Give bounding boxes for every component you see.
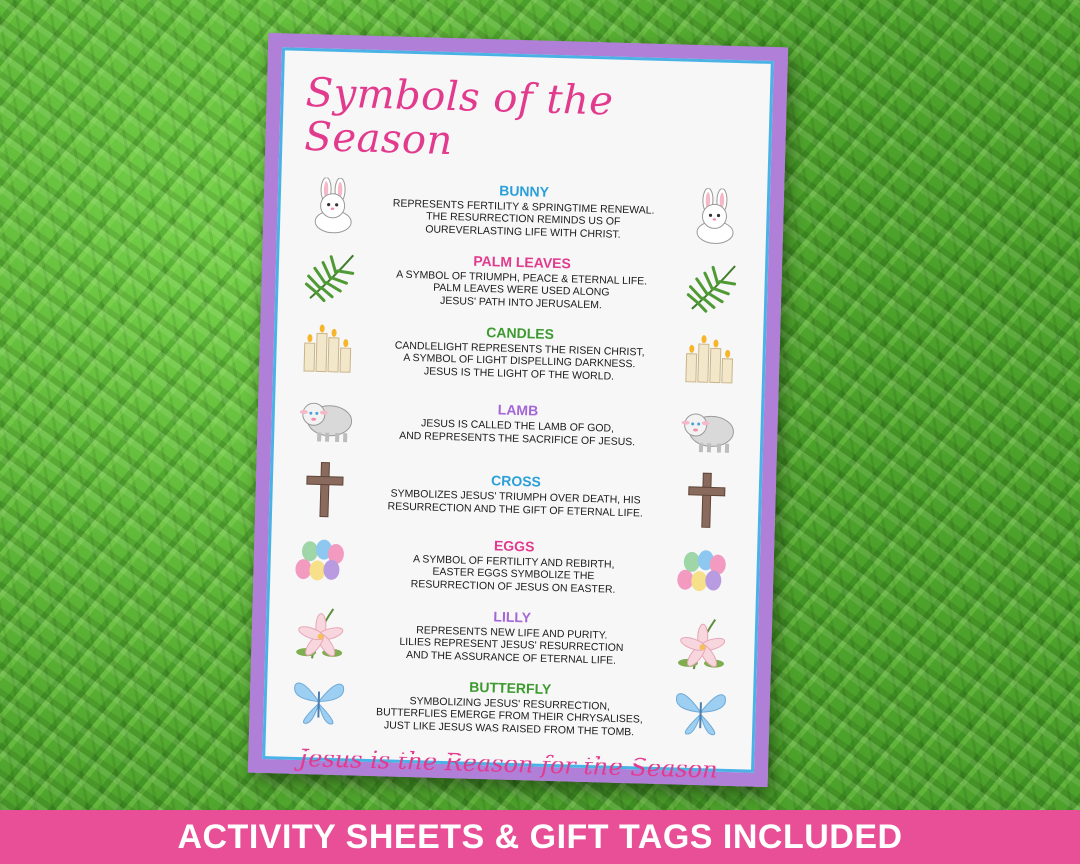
- printable-card: [248, 33, 788, 787]
- symbol-description: SYMBOLIZES JESUS' TRIUMPH OVER DEATH, HIS RESURRECTION AND THE GIFT OF ETERNAL LIFE.: [387, 487, 644, 520]
- lily-icon: [290, 600, 352, 662]
- symbol-description: JESUS IS CALLED THE LAMB OF GOD, AND REPRESENTS THE SACRIFICE OF JESUS.: [399, 417, 636, 448]
- symbol-name: LILLY: [493, 608, 532, 626]
- symbol-text: [354, 468, 677, 520]
- symbol-row: [296, 382, 740, 465]
- symbol-row: [292, 524, 736, 607]
- symbol-text: [350, 604, 673, 668]
- card-purple-border: [248, 33, 788, 787]
- symbol-row: [288, 666, 732, 749]
- symbol-description: REPRESENTS FERTILITY & SPRINGTIME RENEWAL. THE RESURRECTION REMINDS US OF OUREVERLASTING LIFE WITH CHRIST.: [392, 197, 655, 241]
- symbol-text: [348, 675, 671, 739]
- eggs-icon: [674, 540, 736, 602]
- butterfly-icon: [288, 671, 350, 733]
- promo-banner-text: ACTIVITY SHEETS & GIFT TAGS INCLUDED: [177, 817, 903, 856]
- symbol-row: [302, 169, 746, 252]
- symbol-name: LAMB: [497, 401, 539, 419]
- symbol-row: [300, 240, 744, 323]
- symbol-description: CANDLELIGHT REPRESENTS THE RISEN CHRIST, A SYMBOL OF LIGHT DISPELLING DARKNESS. JESUS IS THE LIGHT OF THE WORLD.: [394, 339, 645, 383]
- symbol-name: CROSS: [490, 472, 542, 490]
- symbol-list: [288, 169, 746, 749]
- promo-banner: [0, 810, 1080, 864]
- eggs-icon: [292, 529, 354, 591]
- symbol-name: BUNNY: [499, 182, 550, 200]
- lily-icon: [672, 611, 734, 673]
- butterfly-icon: [670, 682, 732, 744]
- symbol-name: EGGS: [493, 537, 535, 555]
- symbol-text: [356, 398, 679, 450]
- card-content: [262, 47, 774, 784]
- symbol-text: [360, 249, 683, 313]
- bunny-icon: [302, 174, 364, 236]
- symbol-name: CANDLES: [486, 323, 555, 342]
- symbol-row: [298, 311, 742, 394]
- card-footer-text: Jesus is the Reason for the Season: [298, 744, 718, 784]
- lamb-icon: [678, 398, 740, 460]
- card-title: Symbols of the Season: [303, 69, 615, 165]
- lamb-icon: [296, 387, 358, 449]
- symbol-description: SYMBOLIZING JESUS' RESURRECTION, BUTTERFLIES EMERGE FROM THEIR CHRYSALISES, JUST LIKE JESUS WAS RAISED FROM THE TOMB.: [375, 694, 643, 739]
- symbol-text: [358, 320, 681, 384]
- candles-icon: [680, 327, 742, 389]
- symbol-description: A SYMBOL OF TRIUMPH, PEACE & ETERNAL LIFE. PALM LEAVES WERE USED ALONG JESUS' PATH INTO JERUSALEM.: [396, 268, 648, 312]
- symbol-description: REPRESENTS NEW LIFE AND PURITY. LILIES REPRESENT JESUS' RESURRECTION AND THE ASSURANCE OF ETERNAL LIFE.: [399, 623, 624, 667]
- bunny-icon: [684, 185, 746, 247]
- symbol-text: [362, 178, 685, 242]
- cross-icon: [676, 469, 738, 531]
- symbol-row: [290, 595, 734, 678]
- cross-icon: [294, 458, 356, 520]
- symbol-description: A SYMBOL OF FERTILITY AND REBIRTH, EASTER EGGS SYMBOLIZE THE RESURRECTION OF JESUS ON EASTER.: [410, 552, 616, 596]
- symbol-name: BUTTERFLY: [469, 678, 552, 697]
- palm-leaf-icon: [682, 256, 744, 318]
- symbol-text: [352, 533, 675, 597]
- candles-icon: [298, 316, 360, 378]
- symbol-row: [294, 453, 738, 536]
- palm-leaf-icon: [300, 245, 362, 307]
- symbol-name: PALM LEAVES: [473, 252, 572, 272]
